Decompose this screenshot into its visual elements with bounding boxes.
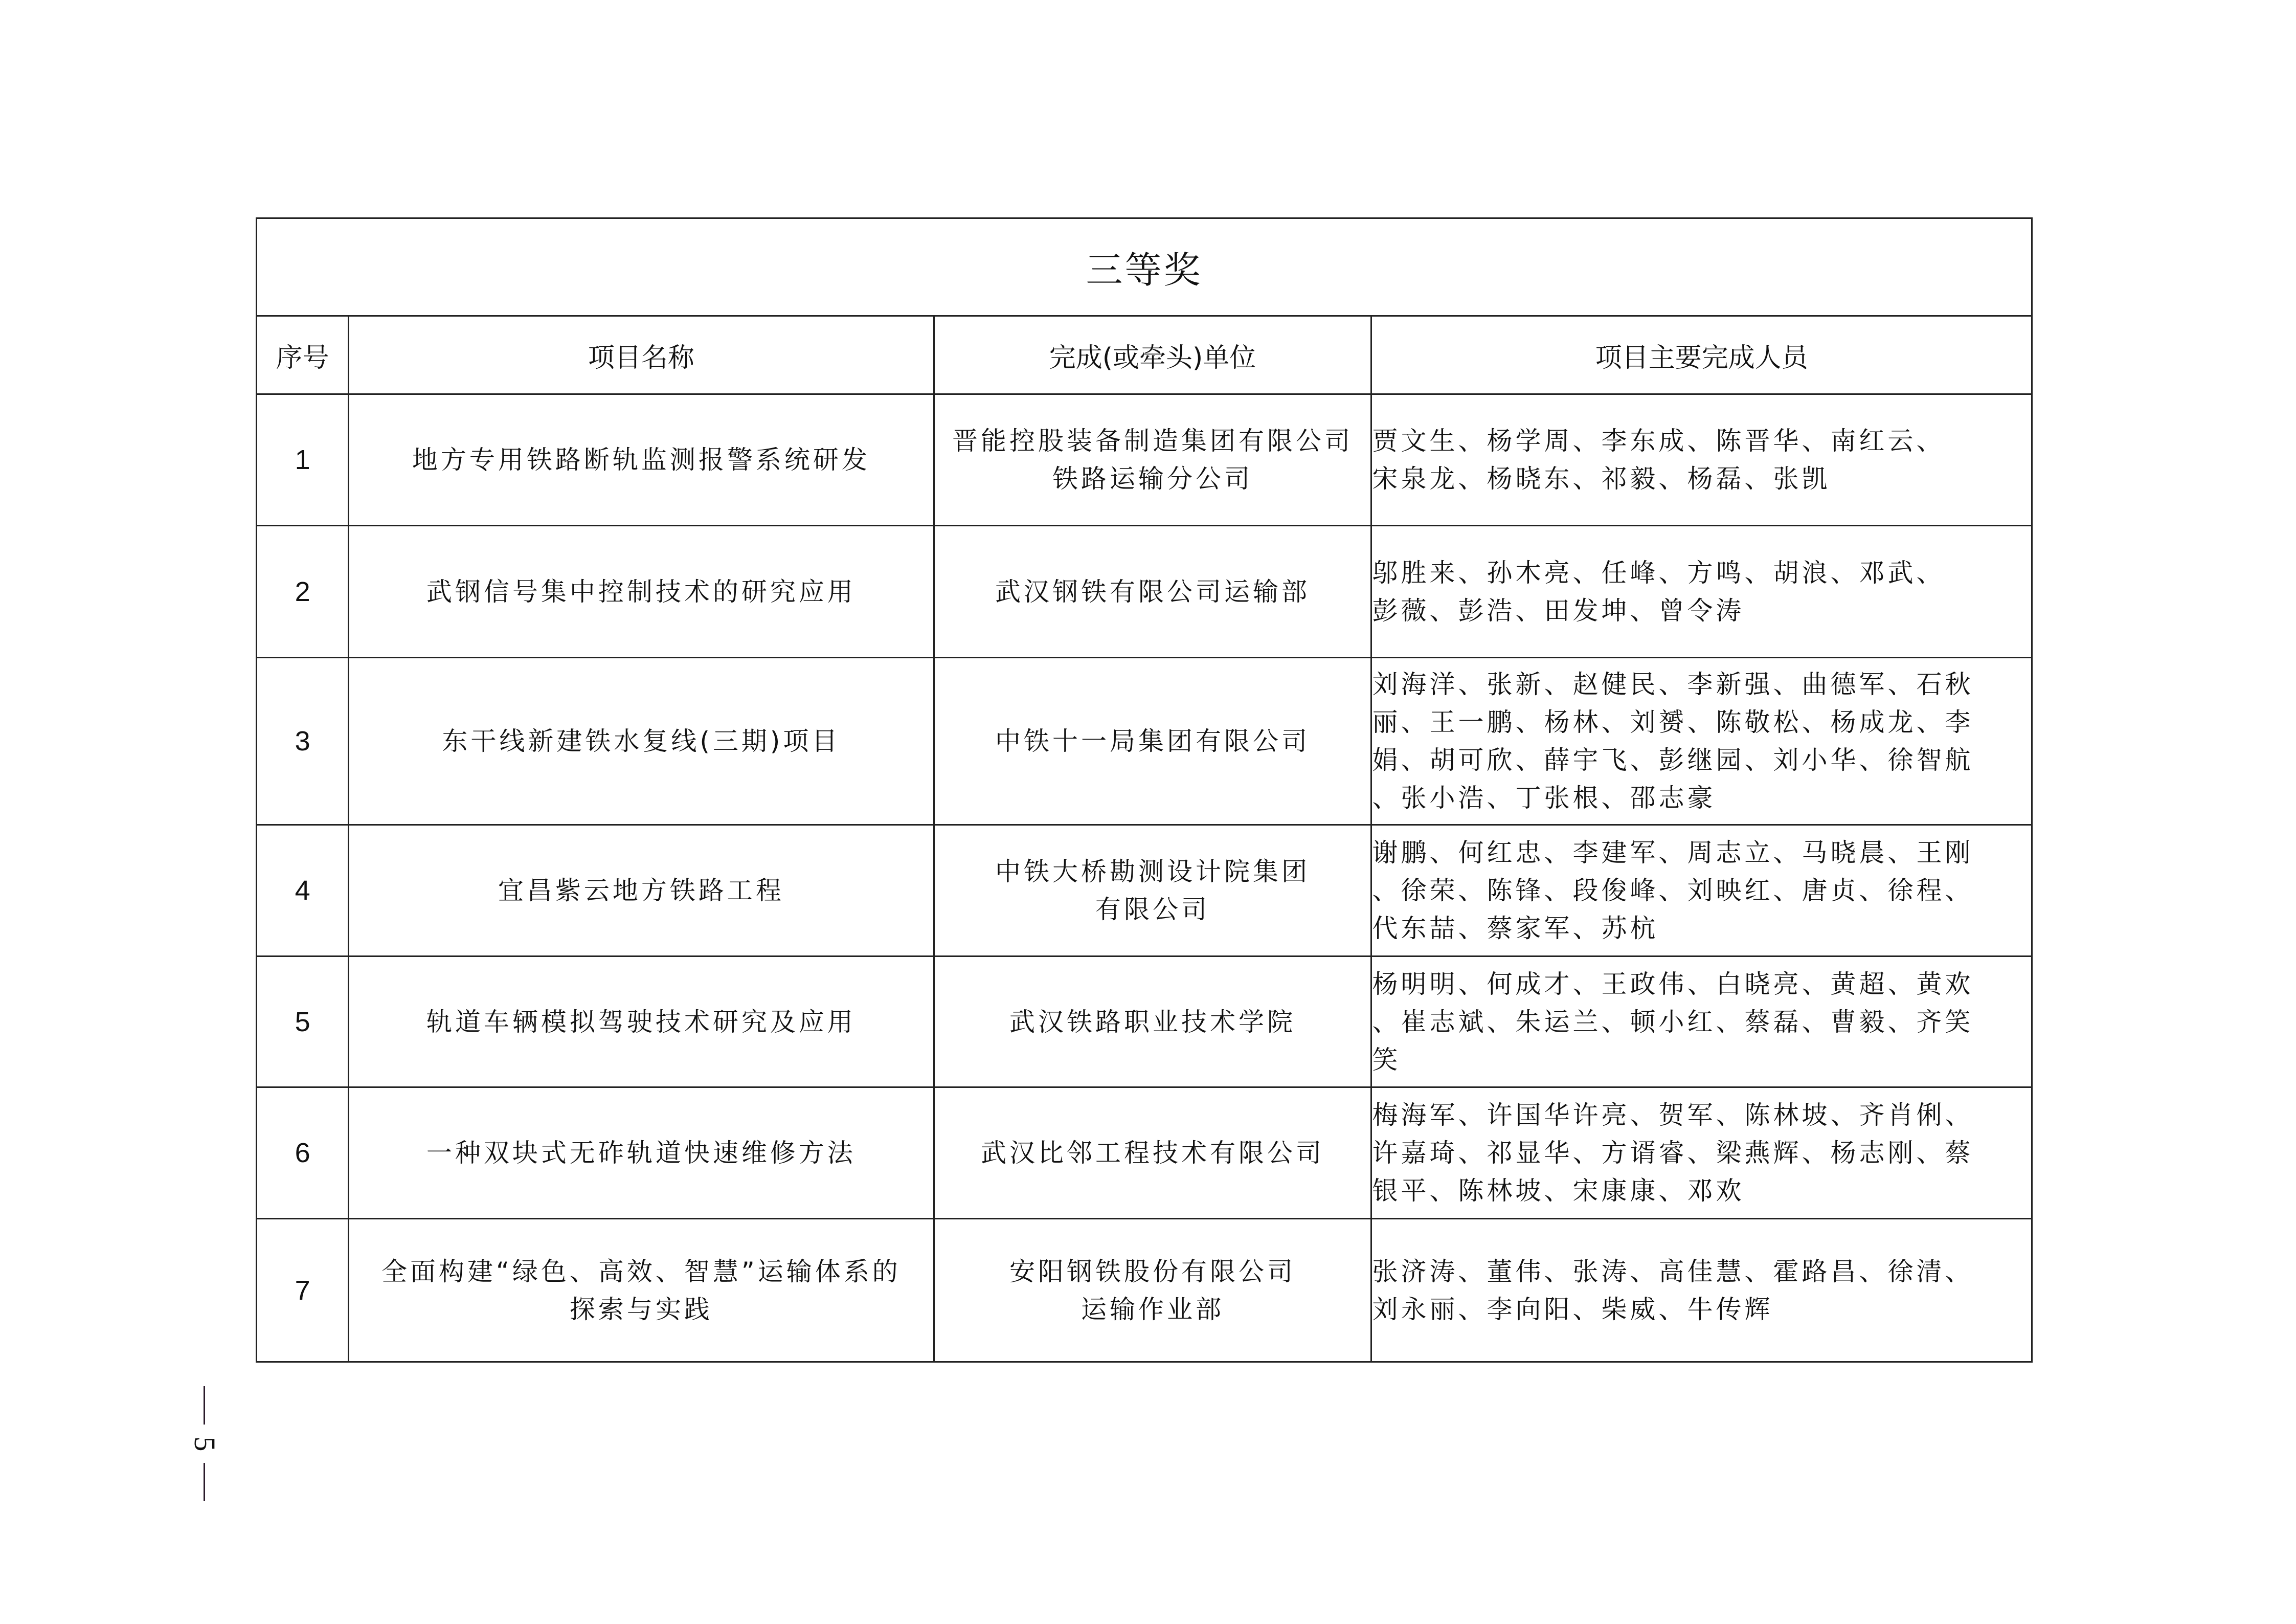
header-row: [257, 316, 2032, 394]
project-name-line: 一种双块式无砟轨道快速维修方法: [426, 1138, 856, 1168]
table-row: [257, 825, 2032, 956]
unit-line: 中铁十一局集团有限公司: [995, 726, 1310, 756]
people-line: 谢鹏、何红忠、李建军、周志立、马晓晨、王刚: [1372, 838, 1974, 867]
table-row: [257, 1087, 2032, 1219]
project-name-cell: [349, 526, 934, 658]
people-line: 许嘉琦、祁显华、方谞睿、梁燕辉、杨志刚、蔡: [1372, 1138, 1974, 1168]
unit-cell: [934, 394, 1371, 526]
unit-cell: [934, 526, 1371, 658]
people-line: 贾文生、杨学周、李东成、陈晋华、南红云、: [1372, 426, 1945, 456]
title-row: [257, 218, 2032, 316]
row-index: 4: [257, 825, 349, 956]
people-line: 银平、陈林坡、宋康康、邓欢: [1372, 1176, 1745, 1206]
people-line: 、崔志斌、朱运兰、顿小红、蔡磊、曹毅、齐笑: [1372, 1007, 1974, 1037]
project-name-line: 轨道车辆模拟驾驶技术研究及应用: [426, 1007, 856, 1037]
people-line: 娟、胡可欣、薛宇飞、彭继园、刘小华、徐智航: [1372, 745, 1974, 775]
people-line: 刘海洋、张新、赵健民、李新强、曲德军、石秋: [1372, 670, 1974, 699]
people-cell: [1371, 658, 2032, 825]
unit-line: 武汉钢铁有限公司运输部: [995, 576, 1310, 607]
page-number-dash-bottom: [204, 1463, 205, 1501]
table-body: [257, 394, 2032, 1362]
unit-line: 晋能控股装备制造集团有限公司: [952, 426, 1353, 456]
people-cell: [1371, 825, 2032, 956]
people-line: 代东喆、蔡家军、苏杭: [1372, 914, 1659, 943]
project-name-line: 东干线新建铁水复线(三期)项目: [442, 726, 841, 756]
unit-cell: [934, 1219, 1371, 1362]
people-line: 丽、王一鹏、杨林、刘赟、陈敬松、杨成龙、李: [1372, 707, 1974, 737]
people-line: 邬胜来、孙木亮、任峰、方鸣、胡浪、邓武、: [1372, 558, 1945, 588]
unit-line: 武汉比邻工程技术有限公司: [981, 1138, 1324, 1168]
table-row: [257, 956, 2032, 1087]
people-line: 、张小浩、丁张根、邵志豪: [1372, 783, 1716, 813]
unit-line: 中铁大桥勘测设计院集团: [995, 857, 1310, 886]
unit-line: 安阳钢铁股份有限公司: [1009, 1256, 1296, 1286]
people-line: 梅海军、许国华许亮、贺军、陈林坡、齐肖俐、: [1372, 1100, 1974, 1130]
header-people: 项目主要完成人员: [1371, 316, 2032, 394]
header-index: 序号: [257, 316, 349, 394]
people-line: 彭薇、彭浩、田发坤、曾令涛: [1372, 595, 1745, 626]
project-name-cell: [349, 658, 934, 825]
people-line: 刘永丽、李向阳、柴威、牛传辉: [1372, 1294, 1773, 1324]
project-name-line: 探索与实践: [569, 1294, 713, 1324]
people-line: 张济涛、董伟、张涛、高佳慧、霍路昌、徐清、: [1372, 1256, 1974, 1286]
unit-cell: [934, 825, 1371, 956]
unit-line: 运输作业部: [1081, 1294, 1224, 1324]
row-index: 7: [257, 1219, 349, 1362]
people-cell: [1371, 1087, 2032, 1219]
table-title: 三等奖: [257, 218, 2032, 316]
people-cell: [1371, 394, 2032, 526]
table-row: [257, 394, 2032, 526]
unit-line: 有限公司: [1095, 895, 1210, 924]
header-project-name: 项目名称: [349, 316, 934, 394]
page-number: [184, 1384, 225, 1506]
page-number-digit: 5: [188, 1436, 221, 1452]
people-line: 杨明明、何成才、王政伟、白晓亮、黄超、黄欢: [1372, 969, 1974, 999]
project-name-cell: [349, 394, 934, 526]
row-index: 2: [257, 526, 349, 658]
row-index: 5: [257, 956, 349, 1087]
page-number-dash-top: [204, 1386, 205, 1425]
unit-cell: [934, 956, 1371, 1087]
people-cell: [1371, 956, 2032, 1087]
project-name-cell: [349, 1087, 934, 1219]
header-unit: 完成(或牵头)单位: [934, 316, 1371, 394]
project-name-line: 武钢信号集中控制技术的研究应用: [426, 576, 856, 607]
unit-cell: [934, 658, 1371, 825]
table-row: [257, 526, 2032, 658]
row-index: 3: [257, 658, 349, 825]
people-line: 、徐荣、陈锋、段俊峰、刘映红、唐贞、徐程、: [1372, 876, 1974, 905]
row-index: 6: [257, 1087, 349, 1219]
unit-line: 铁路运输分公司: [1052, 464, 1253, 494]
people-line: 笑: [1372, 1044, 1401, 1075]
people-cell: [1371, 526, 2032, 658]
project-name-cell: [349, 956, 934, 1087]
unit-cell: [934, 1087, 1371, 1219]
row-index: 1: [257, 394, 349, 526]
project-name-line: 宜昌紫云地方铁路工程: [498, 876, 784, 905]
unit-line: 武汉铁路职业技术学院: [1009, 1007, 1296, 1037]
project-name-cell: [349, 825, 934, 956]
project-name-line: 地方专用铁路断轨监测报警系统研发: [412, 445, 870, 475]
award-table: [256, 217, 2033, 1363]
people-line: 宋泉龙、杨晓东、祁毅、杨磊、张凯: [1372, 464, 1831, 494]
table-row: [257, 658, 2032, 825]
project-name-line: 全面构建“绿色、高效、智慧”运输体系的: [381, 1256, 901, 1286]
table-row: [257, 1219, 2032, 1362]
people-cell: [1371, 1219, 2032, 1362]
project-name-cell: [349, 1219, 934, 1362]
